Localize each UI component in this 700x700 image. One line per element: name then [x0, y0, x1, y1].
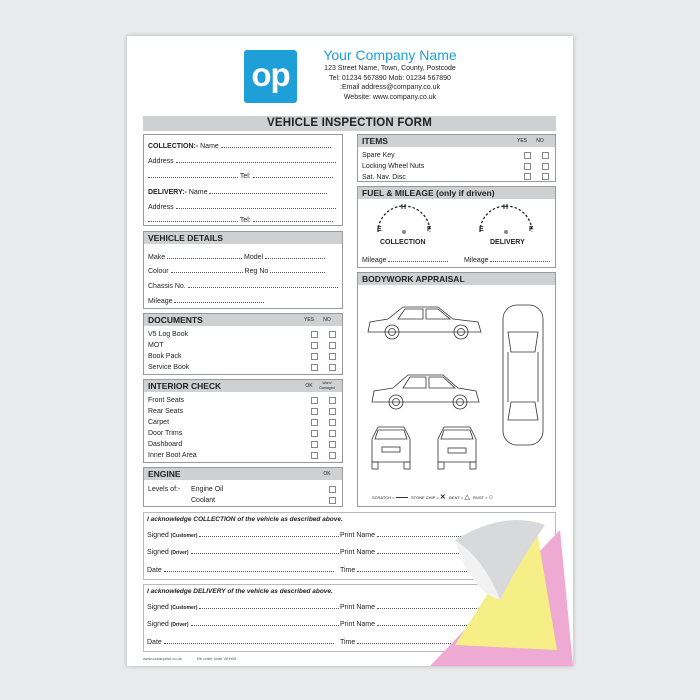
dent-icon: △	[464, 494, 470, 501]
ack-collection-text-a: I acknowledge	[147, 516, 194, 523]
car-diagrams[interactable]	[358, 287, 555, 477]
collection-date-field[interactable]	[164, 565, 334, 572]
rust-icon: ○	[488, 494, 493, 501]
car-front-view[interactable]	[372, 427, 410, 469]
interior-title-text: INTERIOR CHECK	[148, 381, 222, 391]
engine-item: Engine Oil	[191, 486, 224, 493]
collection-gauge-label: COLLECTION	[380, 239, 426, 246]
bookpack-yes-checkbox[interactable]	[311, 353, 318, 360]
chassis-label: Chassis No.	[148, 283, 186, 290]
company-phone: Tel: 01234 567890 Mob: 01234 567890	[329, 74, 451, 82]
model-field[interactable]	[265, 252, 325, 259]
spare-key-no-checkbox[interactable]	[542, 152, 549, 159]
documents-col-yes: YES	[303, 317, 314, 323]
engine-item: Coolant	[191, 497, 216, 504]
engine-box	[143, 467, 343, 507]
delivery-name-label: Name	[188, 189, 208, 196]
delivery-date-field[interactable]	[164, 637, 334, 644]
interior-item: Carpet	[148, 419, 170, 426]
mileage-field[interactable]	[174, 296, 264, 303]
interior-title	[144, 380, 342, 392]
door-trims-worn-checkbox[interactable]	[329, 430, 336, 437]
ack-collection-text-b: COLLECTION	[193, 516, 236, 523]
stone-chip-icon: ✕	[439, 494, 446, 501]
driver-label: (Driver)	[170, 550, 189, 556]
collection-gauge-e: E	[377, 226, 382, 233]
front-seats-ok-checkbox[interactable]	[311, 397, 318, 404]
servicebook-yes-checkbox[interactable]	[311, 364, 318, 371]
collection-driver-signature[interactable]	[191, 547, 339, 554]
documents-item: Book Pack	[148, 353, 182, 360]
collection-label: COLLECTION:-	[148, 143, 199, 150]
satnav-no-checkbox[interactable]	[542, 173, 549, 180]
v5-yes-checkbox[interactable]	[311, 331, 318, 338]
time-label: Time	[340, 639, 356, 646]
spare-key-yes-checkbox[interactable]	[524, 152, 531, 159]
delivery-name-field[interactable]	[209, 187, 327, 194]
time-label: Time	[340, 567, 356, 574]
chassis-field[interactable]	[188, 281, 338, 288]
car-side-view-top[interactable]	[368, 307, 481, 339]
delivery-customer-signature[interactable]	[199, 602, 339, 609]
interior-col-ok: OK	[305, 383, 313, 389]
legend-dent-label: DENT =	[449, 495, 464, 500]
footer-code: Re order code VEH05	[197, 656, 237, 661]
car-side-view-bottom[interactable]	[372, 375, 479, 409]
company-name: Your Company Name	[323, 47, 457, 63]
carbon-copy-corner	[425, 500, 585, 700]
interior-check-box	[143, 379, 343, 463]
footer-site: www.oceanprint.co.uk	[143, 656, 182, 661]
delivery-driver-signature[interactable]	[191, 619, 339, 626]
servicebook-no-checkbox[interactable]	[329, 364, 336, 371]
signed-customer-label: Signed	[147, 532, 169, 539]
satnav-yes-checkbox[interactable]	[524, 173, 531, 180]
collection-name-label: Name	[200, 143, 219, 150]
fuel-mileage-box	[357, 186, 556, 268]
bookpack-no-checkbox[interactable]	[329, 353, 336, 360]
colour-label: Colour	[148, 268, 169, 275]
documents-box	[143, 313, 343, 375]
engine-levels-label: Levels of:-	[148, 486, 181, 493]
delivery-tel-field[interactable]	[253, 215, 333, 222]
company-email: :Email address@company.co.uk	[340, 84, 440, 91]
delivery-gauge-h: H	[503, 204, 509, 211]
engine-title	[144, 468, 342, 480]
collection-gauge-f: F	[427, 226, 432, 233]
company-logo: op	[244, 50, 297, 103]
collection-mileage-label: Mileage	[362, 257, 387, 264]
delivery-gauge-f: F	[529, 226, 534, 233]
legend-rust-label: RUST =	[473, 495, 488, 500]
door-trims-ok-checkbox[interactable]	[311, 430, 318, 437]
make-field[interactable]	[167, 252, 242, 259]
car-rear-view[interactable]	[438, 427, 476, 469]
ack-delivery-text-b: DELIVERY	[193, 588, 226, 595]
documents-title	[144, 314, 342, 326]
scratch-icon	[396, 497, 408, 498]
ack-collection-text	[147, 515, 343, 524]
signed-driver-label: Signed	[147, 621, 169, 628]
ack-collection-text-c: of the vehicle as described above.	[235, 516, 343, 523]
ack-delivery-text-a: I acknowledge	[147, 588, 194, 595]
form-title: VEHICLE INSPECTION FORM	[143, 116, 556, 131]
documents-title-text: DOCUMENTS	[148, 315, 203, 325]
delivery-gauge-e: E	[479, 226, 484, 233]
date-label: Date	[147, 567, 162, 574]
car-top-view[interactable]	[503, 305, 543, 445]
documents-item: MOT	[148, 342, 164, 349]
legend-scratch-label: SCRATCH =	[372, 495, 395, 500]
vehicle-details-box	[143, 231, 343, 309]
dashboard-worn-checkbox[interactable]	[329, 441, 336, 448]
interior-item: Front Seats	[148, 397, 185, 404]
collection-mileage-field[interactable]	[388, 255, 448, 262]
collection-customer-signature[interactable]	[199, 530, 339, 537]
rear-seats-ok-checkbox[interactable]	[311, 408, 318, 415]
signed-driver-label: Signed	[147, 549, 169, 556]
mot-yes-checkbox[interactable]	[311, 342, 318, 349]
items-item: Locking Wheel Nuts	[362, 163, 425, 170]
ack-delivery-text	[147, 587, 333, 596]
delivery-label: DELIVERY:-	[148, 189, 187, 196]
engine-oil-checkbox[interactable]	[329, 486, 336, 493]
print-name-driver-label: Print Name	[340, 621, 376, 628]
interior-item: Rear Seats	[148, 408, 184, 415]
vehicle-details-title: VEHICLE DETAILS	[144, 232, 342, 244]
customer-label: (Customer)	[170, 533, 198, 539]
collection-name-field[interactable]	[221, 141, 331, 148]
documents-item: V5 Log Book	[148, 331, 189, 338]
v5-no-checkbox[interactable]	[329, 331, 336, 338]
make-label: Make	[148, 254, 166, 261]
interior-col-worn: Worn/ Damaged	[319, 380, 335, 390]
delivery-gauge-label: DELIVERY	[490, 239, 525, 246]
reg-field[interactable]	[270, 266, 325, 273]
legend-stone-label: STONE CHIP =	[410, 495, 439, 500]
bodywork-title: BODYWORK APPRAISAL	[358, 273, 555, 285]
dashboard-ok-checkbox[interactable]	[311, 441, 318, 448]
company-header	[127, 46, 573, 116]
interior-item: Inner Boot Area	[148, 452, 197, 459]
collection-delivery-box	[143, 134, 343, 226]
carpet-ok-checkbox[interactable]	[311, 419, 318, 426]
delivery-address-field-2[interactable]	[148, 215, 238, 222]
ack-delivery-text-c: of the vehicle as described above.	[225, 588, 333, 595]
delivery-tel-label: Tel:	[239, 217, 251, 224]
fuel-title: FUEL & MILEAGE (only if driven)	[358, 187, 555, 199]
company-address: 123 Street Name, Town, County, Postcode	[324, 65, 456, 72]
interior-item: Door Trims	[148, 430, 183, 437]
print-name-label: Print Name	[340, 532, 376, 539]
print-name-driver-label: Print Name	[340, 549, 376, 556]
items-col-yes: YES	[516, 138, 527, 144]
front-seats-worn-checkbox[interactable]	[329, 397, 336, 404]
collection-address-field[interactable]	[176, 156, 336, 163]
date-label: Date	[147, 639, 162, 646]
customer-label: (Customer)	[170, 605, 198, 611]
items-box	[357, 134, 556, 182]
delivery-address-label: Address	[148, 204, 174, 211]
delivery-mileage-label: Mileage	[464, 257, 489, 264]
wheel-nuts-no-checkbox[interactable]	[542, 163, 549, 170]
delivery-mileage-field[interactable]	[490, 255, 550, 262]
reg-label: Reg No	[244, 268, 269, 275]
company-website: Website: www.company.co.uk	[343, 93, 437, 101]
mot-no-checkbox[interactable]	[329, 342, 336, 349]
engine-title-text: ENGINE	[148, 469, 181, 479]
collection-gauge-h: H	[401, 204, 407, 211]
documents-col-no: NO	[323, 317, 331, 323]
documents-item: Service Book	[148, 364, 190, 371]
items-item: Spare Key	[362, 152, 395, 159]
model-label: Model	[244, 254, 264, 261]
collection-address-label: Address	[148, 158, 174, 165]
coolant-checkbox[interactable]	[329, 497, 336, 504]
collection-tel-field[interactable]	[253, 171, 333, 178]
items-col-no: NO	[536, 138, 544, 144]
signed-customer-label: Signed	[147, 604, 169, 611]
rear-seats-worn-checkbox[interactable]	[329, 408, 336, 415]
delivery-address-field[interactable]	[176, 202, 336, 209]
boot-worn-checkbox[interactable]	[329, 452, 336, 459]
boot-ok-checkbox[interactable]	[311, 452, 318, 459]
driver-label: (Driver)	[170, 622, 189, 628]
collection-address-field-2[interactable]	[148, 171, 238, 178]
items-title-text: ITEMS	[362, 136, 388, 146]
company-info	[305, 46, 475, 102]
colour-field[interactable]	[171, 266, 243, 273]
carpet-worn-checkbox[interactable]	[329, 419, 336, 426]
engine-col-ok: OK	[323, 471, 331, 477]
bodywork-box	[357, 272, 556, 507]
print-name-label: Print Name	[340, 604, 376, 611]
interior-item: Dashboard	[148, 441, 183, 448]
wheel-nuts-yes-checkbox[interactable]	[524, 163, 531, 170]
items-title	[358, 135, 555, 147]
items-item: Sat. Nav. Disc	[362, 174, 406, 181]
mileage-label: Mileage	[148, 298, 173, 305]
collection-tel-label: Tel:	[239, 173, 251, 180]
